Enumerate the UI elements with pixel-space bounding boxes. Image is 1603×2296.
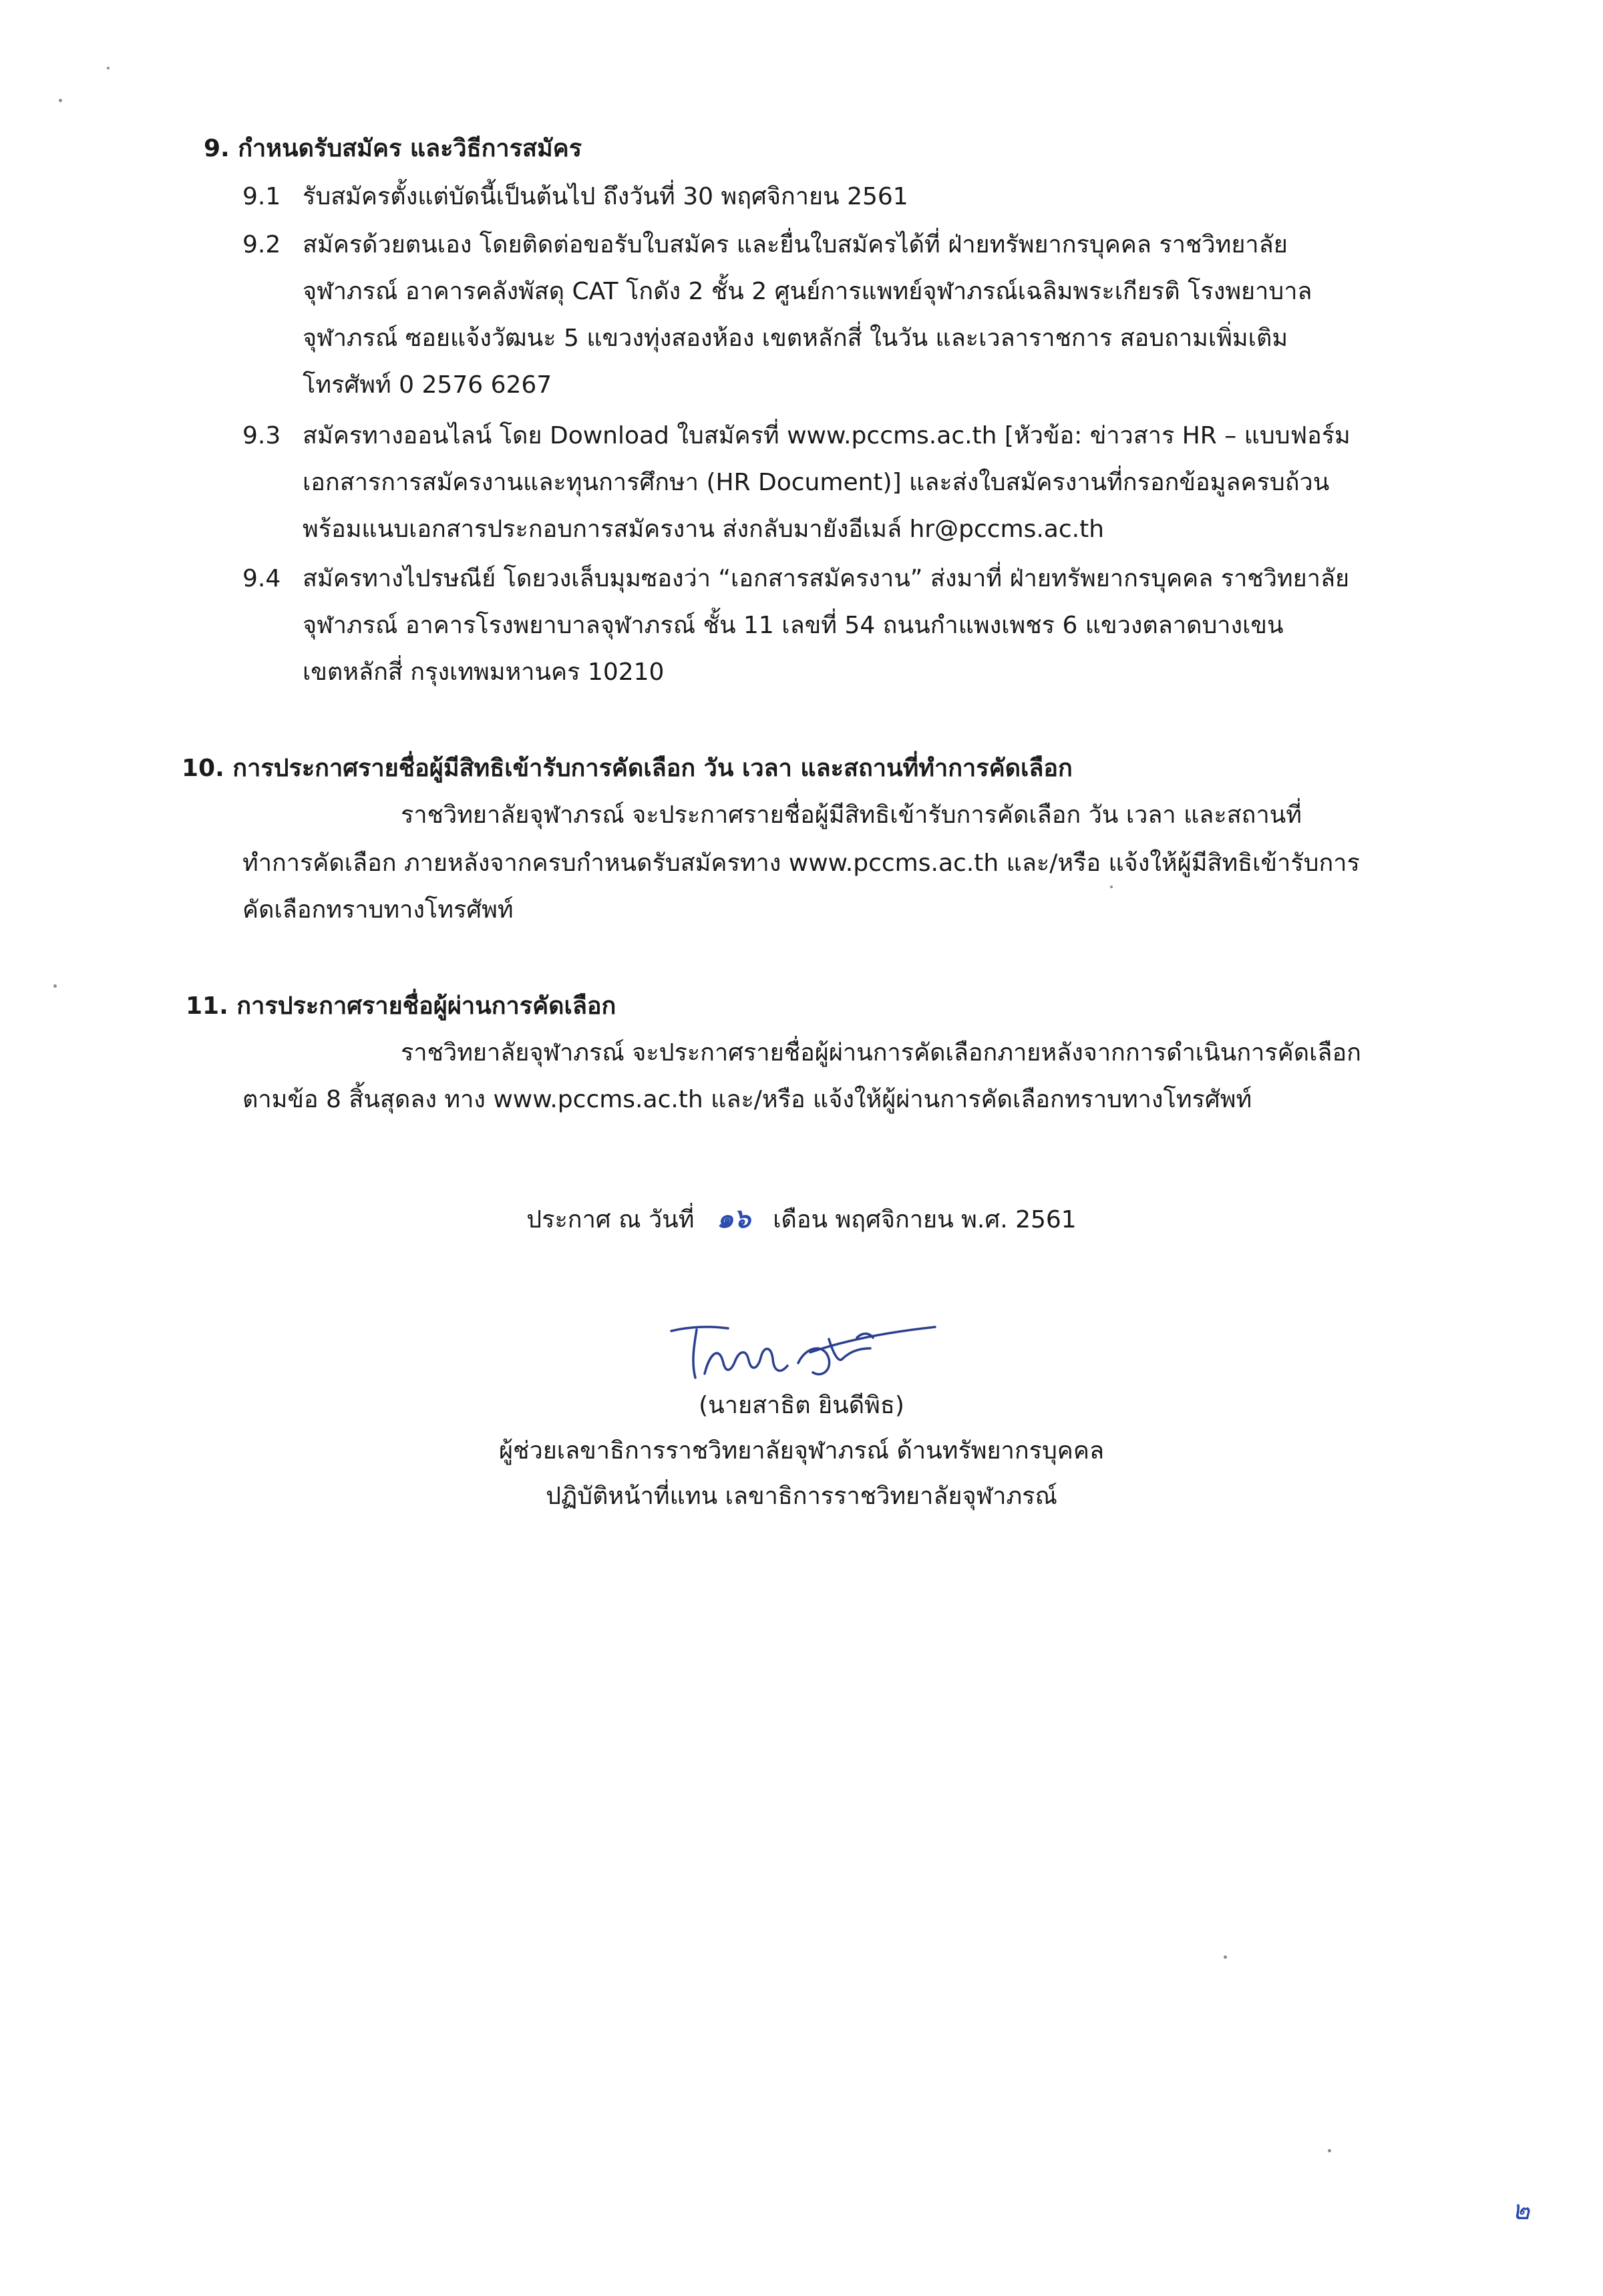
signatory-position-line-2: ปฏิบัติหน้าที่แทน เลขาธิการราชวิทยาลัยจุฬาภรณ์ — [546, 1483, 1057, 1510]
item-9-2-line: จุฬาภรณ์ อาคารคลังพัสดุ CAT โกดัง 2 ชั้น 2 ศูนย์การแพทย์จุฬาภรณ์เฉลิมพระเกียรติ โรงพยาบาล — [303, 278, 1312, 305]
signatory-name: (นายสาธิต ยินดีพิธ) — [699, 1392, 904, 1419]
signatory-position-line-1: ผู้ช่วยเลขาธิการราชวิทยาลัยจุฬาภรณ์ ด้านทรัพยากรบุคคล — [498, 1437, 1105, 1465]
announcement-date — [0, 1202, 1603, 1237]
item-9-3-line: เอกสารการสมัครงานและทุนการศึกษา (HR Document)] และส่งใบสมัครงานที่กรอกข้อมูลครบถ้วน — [303, 469, 1330, 496]
announcement-prefix: ประกาศ ณ วันที่ — [526, 1206, 695, 1233]
scan-speck — [107, 67, 110, 69]
scan-speck — [59, 99, 62, 102]
announcement-suffix: เดือน พฤศจิกายน พ.ศ. 2561 — [773, 1206, 1077, 1233]
item-9-2-line: จุฬาภรณ์ ซอยแจ้งวัฒนะ 5 แขวงทุ่งสองห้อง เขตหลักสี่ ในวัน และเวลาราชการ สอบถามเพิ่มเติม — [303, 325, 1288, 352]
section-11-paragraph-line: ตามข้อ 8 สิ้นสุดลง ทาง www.pccms.ac.th และ/หรือ แจ้งให้ผู้ผ่านการคัดเลือกทราบทางโทรศัพท์ — [242, 1086, 1252, 1113]
item-9-2-line: โทรศัพท์ 0 2576 6267 — [303, 371, 552, 399]
item-9-4-line: จุฬาภรณ์ อาคารโรงพยาบาลจุฬาภรณ์ ชั้น 11 เลขที่ 54 ถนนกำแพงเพชร 6 แขวงตลาดบางเขน — [303, 612, 1284, 639]
item-9-4-line: สมัครทางไปรษณีย์ โดยวงเล็บมุมซองว่า “เอกสารสมัครงาน” ส่งมาที่ ฝ่ายทรัพยากรบุคคล ราชวิทยาลัย — [303, 565, 1350, 592]
item-9-4-line: เขตหลักสี่ กรุงเทพมหานคร 10210 — [303, 658, 665, 686]
section-10-paragraph-line: ราชวิทยาลัยจุฬาภรณ์ จะประกาศรายชื่อผู้มีสิทธิเข้ารับการคัดเลือก วัน เวลา และสถานที่ — [401, 801, 1302, 829]
scan-speck — [1224, 1955, 1227, 1959]
section-9-title: 9. กำหนดรับสมัคร และวิธีการสมัคร — [204, 135, 582, 162]
scan-speck — [1110, 886, 1113, 888]
item-9-3-line: พร้อมแนบเอกสารประกอบการสมัครงาน ส่งกลับมายังอีเมล์ hr@pccms.ac.th — [303, 516, 1105, 543]
item-9-3-line: สมัครทางออนไลน์ โดย Download ใบสมัครที่ www.pccms.ac.th [หัวข้อ: ข่าวสาร HR – แบบฟอร์ม — [303, 422, 1351, 449]
item-9-1-number: 9.1 — [242, 183, 281, 210]
scan-speck — [53, 984, 57, 988]
handwritten-page-number-text: ๒ — [1512, 2195, 1530, 2226]
section-11-title: 11. การประกาศรายชื่อผู้ผ่านการคัดเลือก — [186, 992, 616, 1020]
handwritten-day: ๑๖ — [716, 1203, 751, 1234]
item-9-1-line: รับสมัครตั้งแต่บัดนี้เป็นต้นไป ถึงวันที่ 30 พฤศจิกายน 2561 — [303, 183, 908, 210]
item-9-4-number: 9.4 — [242, 565, 281, 592]
handwritten-page-number — [1512, 2197, 1559, 2224]
section-11-paragraph-line: ราชวิทยาลัยจุฬาภรณ์ จะประกาศรายชื่อผู้ผ่านการคัดเลือกภายหลังจากการดำเนินการคัดเลือก — [401, 1039, 1361, 1067]
signature-image — [658, 1299, 952, 1392]
item-9-3-number: 9.3 — [242, 422, 281, 449]
item-9-2-number: 9.2 — [242, 231, 281, 258]
section-10-paragraph-line: คัดเลือกทราบทางโทรศัพท์ — [242, 896, 514, 924]
scan-speck — [1328, 2149, 1331, 2152]
item-9-2-line: สมัครด้วยตนเอง โดยติดต่อขอรับใบสมัคร และยื่นใบสมัครได้ที่ ฝ่ายทรัพยากรบุคคล ราชวิทยาลัย — [303, 231, 1288, 258]
section-10-paragraph-line: ทำการคัดเลือก ภายหลังจากครบกำหนดรับสมัครทาง www.pccms.ac.th และ/หรือ แจ้งให้ผู้มีสิทธิเข้ารับการ — [242, 849, 1360, 877]
section-10-title: 10. การประกาศรายชื่อผู้มีสิทธิเข้ารับการคัดเลือก วัน เวลา และสถานที่ทำการคัดเลือก — [182, 755, 1073, 782]
